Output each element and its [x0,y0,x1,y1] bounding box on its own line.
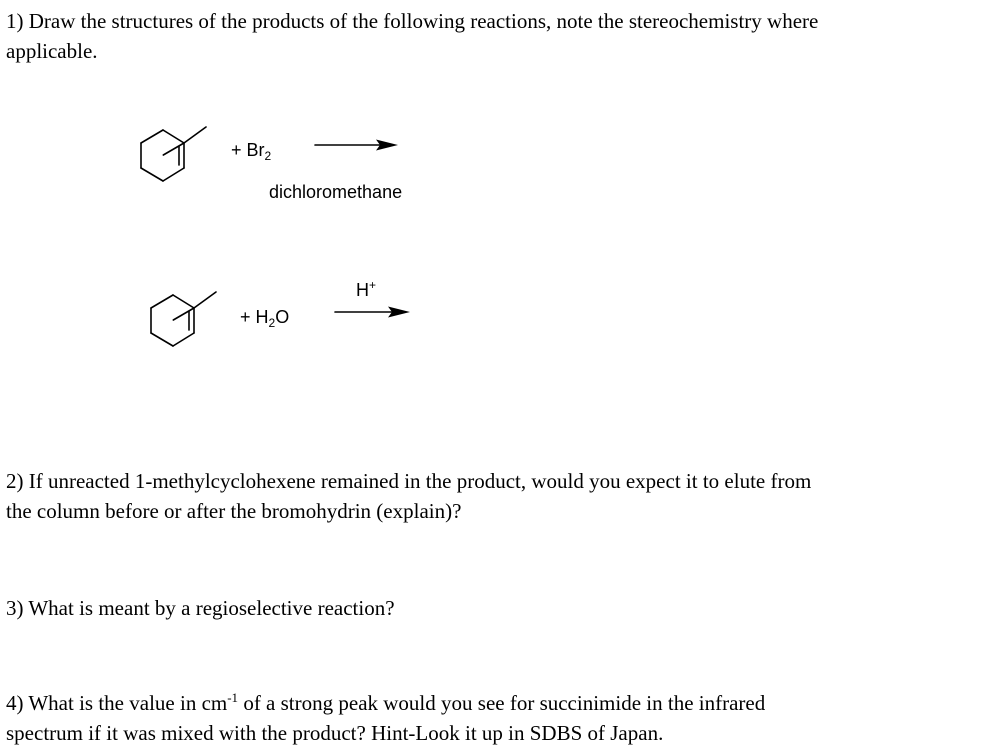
question-4-line-2: spectrum if it was mixed with the product? Hint-Look it up in SDBS of Japan. [6,721,664,745]
methyl-bond [194,292,216,308]
right-arrow-icon [314,138,398,152]
ring-bond [163,130,184,143]
ring-bond [173,295,194,308]
methyl-bond [173,308,194,320]
question-1-line-2: applicable. [6,39,98,63]
question-4 [6,688,765,748]
ring-bond [141,130,163,143]
reaction-2-reagent: + $H_2O$ [240,307,290,330]
question-2 [6,466,811,526]
ring-bond [163,168,184,181]
ring-bond [151,295,173,308]
ring-bond [173,333,194,346]
question-1 [6,6,818,66]
question-2-line-1: 2) If unreacted 1-methylcyclohexene remained in the product, would you expect it to elute from [6,469,812,493]
reaction-2-catalyst-label: H+ [356,278,377,300]
methyl-bond [184,127,206,143]
reaction-1-solvent-label: dichloromethane [269,182,403,202]
methyl-bond [163,143,184,155]
ring-bond [151,333,173,346]
reaction-2-methylcyclohexene-structure [130,280,230,360]
question-3-line-1: 3) What is meant by a regioselective reaction? [6,596,395,620]
reaction-1-methylcyclohexene-structure [120,115,220,195]
ring-bond [141,168,163,181]
question-2-line-2: the column before or after the bromohydrin (explain)? [6,499,462,523]
right-arrow-icon [334,305,410,319]
question-4-line-1: 4) What is the value in $cm^{-1}$ of a strong peak would you see for succinimide in the infrared [6,690,766,715]
question-3 [6,593,395,623]
question-1-line-1: 1) Draw the structures of the products of the following reactions, note the stereochemistry where [6,9,819,33]
reaction-1-reagent: + $Br_2$ [231,140,272,163]
